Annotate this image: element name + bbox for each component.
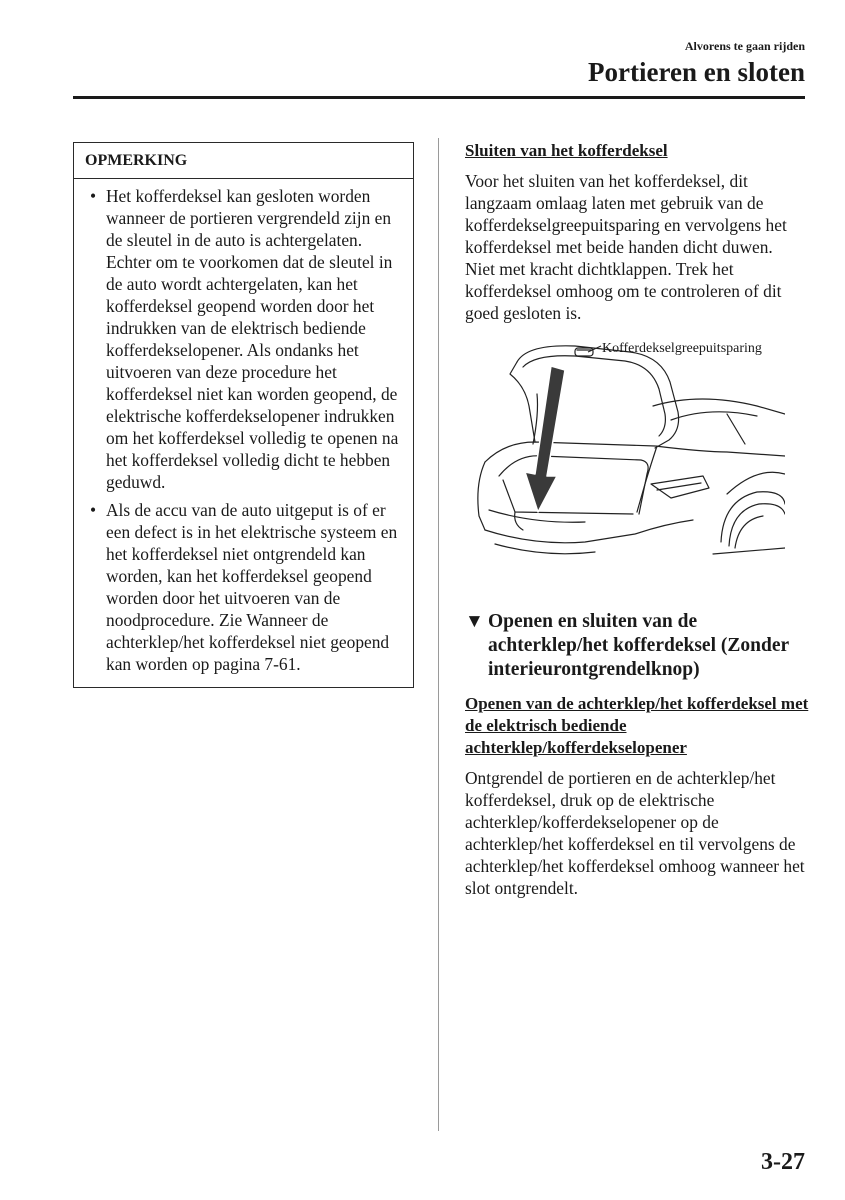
page-number: 3-27 [761,1149,805,1175]
car-rear-trunk-drawing [465,334,785,589]
opening-paragraph: Ontgrendel de portieren en de achterklep/het kofferdeksel, druk op de elektrische achterklep/kofferdekselopener op de achterklep/het kofferdeksel en til vervolgens de achterklep/het kofferdeksel omhoog wanneer het slot ontgrendelt. [465,768,805,898]
triangle-down-icon: ▼ [465,611,484,632]
note-item-text: Als de accu van de auto uitgeput is of er een defect is in het elektrische systeem en het kofferdeksel niet ontgrendeld kan worden, kan het kofferdeksel geopend worden door het uitvoeren van de noodprocedure. Zie Wanneer de achterklep/het kofferdeksel niet geopend kan worden op pagina 7-61. [106,500,398,674]
bullet-icon: • [90,500,97,520]
closing-arrow-icon [525,366,565,512]
section-heading [465,610,810,682]
opening-subheading: Openen van de achterklep/het kofferdeksel met de elektrisch bediende achterklep/kofferdekselopener [465,694,809,757]
grip-recess-callout: Kofferdekselgreepuitsparing [602,341,762,356]
bullet-icon: • [90,186,97,206]
column-divider [438,138,439,1131]
section-title: Portieren en sloten [588,57,805,87]
note-heading: OPMERKING [74,143,413,179]
note-item-text: Het kofferdeksel kan gesloten worden wanneer de portieren vergrendeld zijn en de sleutel in de auto is achtergelaten. Echter om te voorkomen dat de sleutel in de auto wordt achtergelaten, kan het kofferdeksel geopend worden door het indrukken van de elektrisch bediende kofferdekselopener. Als ondanks het uitvoeren van deze procedure het kofferdeksel niet kan worden geopend, de elektrische kofferdekselopener indrukken om het kofferdeksel volledig te openen na het kofferdeksel volledig dicht te hebben geduwd. [106,186,399,492]
header-rule [73,96,805,99]
note-item [84,499,405,675]
section-heading-text: Openen en sluiten van de achterklep/het kofferdeksel (Zonder interieurontgrendelknop) [488,611,789,680]
page-header [588,38,805,88]
trunk-illustration [465,334,785,589]
closing-paragraph-2: Niet met kracht dichtklappen. Trek het kofferdeksel omhoog om te controleren of dit goed gesloten is. [465,259,782,323]
chapter-title: Alvorens te gaan rijden [684,39,805,53]
note-item [84,185,405,493]
right-column [465,140,810,899]
note-list [74,179,413,687]
note-box [73,142,414,688]
closing-paragraph-1: Voor het sluiten van het kofferdeksel, dit langzaam omlaag laten met gebruik van de kofferdekselgreepuitsparing en vervolgens het kofferdeksel met beide handen dicht duwen. [465,171,787,257]
closing-heading: Sluiten van het kofferdeksel [465,141,668,160]
